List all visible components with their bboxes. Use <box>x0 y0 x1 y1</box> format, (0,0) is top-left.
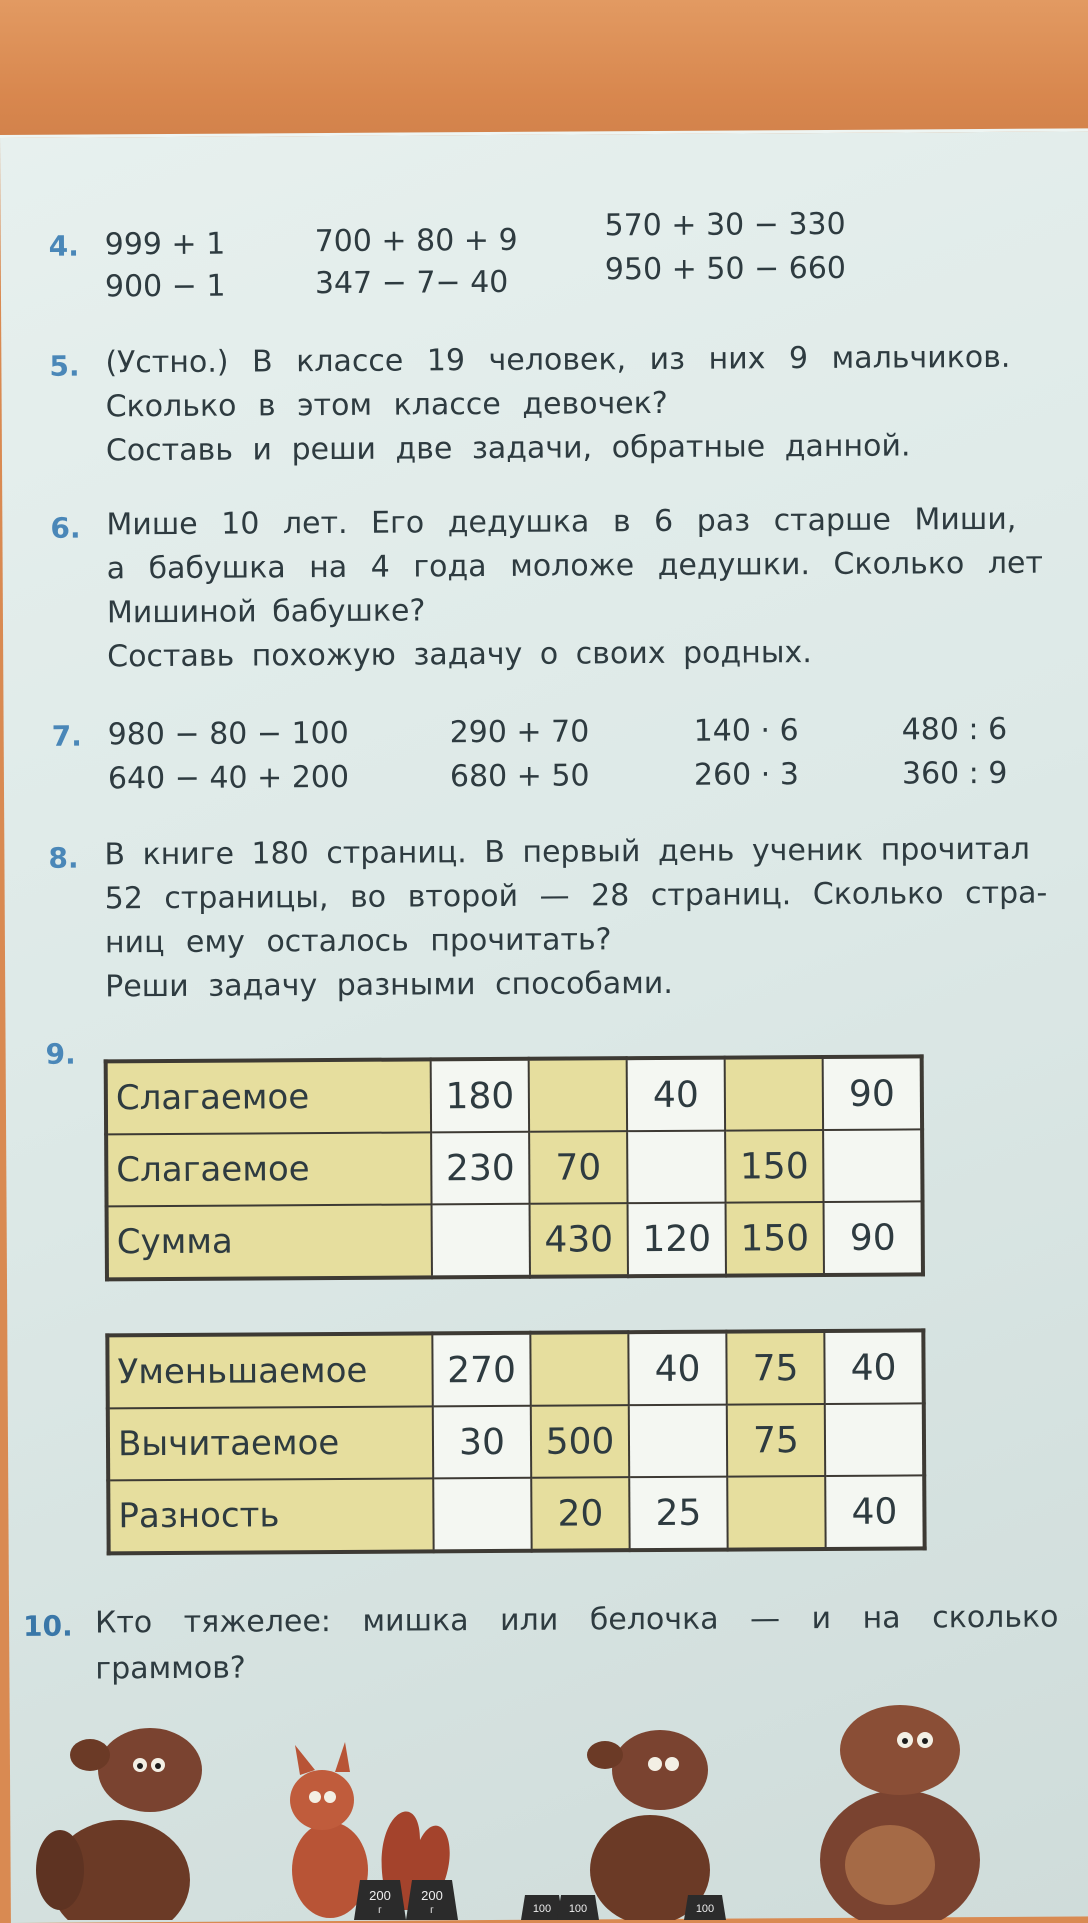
task-text-line: (Устно.) В классе 19 человек, из них 9 мальчиков. <box>105 339 1011 381</box>
weight-icon <box>406 1880 458 1920</box>
task-text-line: граммов? <box>95 1650 246 1687</box>
table-row <box>107 1330 923 1408</box>
table-cell <box>823 1129 922 1202</box>
expression: 640 − 40 + 200 <box>107 759 350 797</box>
expression: 950 + 50 − 660 <box>604 250 847 288</box>
table-cell <box>529 1058 627 1132</box>
table-cell: 90 <box>824 1201 923 1275</box>
task-number: 9. <box>45 1037 76 1071</box>
table-cell <box>433 1478 531 1552</box>
expression: 980 − 80 − 100 <box>107 715 349 753</box>
table-cell <box>627 1131 725 1204</box>
table-row <box>108 1475 924 1553</box>
task-text-line: Мише 10 лет. Его дедушка в 6 раз старше Миши, <box>106 501 1017 543</box>
task-text-line: В книге 180 страниц. В первый день ученик прочитал <box>104 831 1031 873</box>
task-text-line: ниц ему осталось прочитать? <box>104 922 612 961</box>
task-number: 5. <box>49 349 80 383</box>
table-cell: 430 <box>530 1203 628 1277</box>
row-label: Вычитаемое <box>108 1406 433 1480</box>
table-cell <box>629 1405 727 1478</box>
table-cell: 40 <box>825 1475 924 1549</box>
weight-label: 200 <box>369 1888 391 1903</box>
table-cell <box>727 1476 825 1550</box>
table-cell: 90 <box>823 1056 922 1130</box>
weight-label: 200 <box>421 1888 443 1903</box>
weight-label: 100 <box>695 1903 715 1915</box>
task-number: 8. <box>48 841 79 875</box>
task-text-line: Составь и реши две задачи, обратные данной. <box>105 428 911 469</box>
task-number: 10. <box>23 1609 73 1643</box>
row-label: Слагаемое <box>106 1059 431 1134</box>
expression: 700 + 80 + 9 <box>314 222 518 260</box>
bear-icon <box>820 1705 980 1920</box>
task-number: 7. <box>51 719 82 753</box>
task-number: 4. <box>48 229 79 263</box>
task-text-line: а бабушка на 4 года моложе дедушки. Сколько лет <box>106 545 1044 587</box>
weight-icon <box>684 1895 726 1920</box>
table-cell: 120 <box>628 1203 726 1277</box>
table-cell <box>530 1332 628 1406</box>
expression: 140 · 6 <box>693 713 799 749</box>
table-cell <box>432 1204 530 1278</box>
table-cell: 75 <box>727 1404 825 1477</box>
table-cell: 150 <box>726 1202 824 1276</box>
table-row <box>107 1201 923 1279</box>
table-cell: 150 <box>725 1130 823 1203</box>
task-number: 6. <box>50 511 81 545</box>
task-text-line: Реши задачу разными способами. <box>105 965 674 1005</box>
expression: 347 − 7− 40 <box>314 264 509 302</box>
weight-unit: г <box>378 1905 382 1916</box>
table-row <box>106 1056 922 1134</box>
weight-icon <box>557 1895 599 1920</box>
expression: 480 : 6 <box>901 711 1008 748</box>
table-row <box>108 1403 924 1480</box>
task-text-line: Сколько в этом классе девочек? <box>105 385 668 425</box>
expression: 900 − 1 <box>104 268 226 305</box>
row-label: Слагаемое <box>106 1132 431 1206</box>
expression: 570 + 30 − 330 <box>604 206 846 244</box>
table-cell: 75 <box>726 1331 824 1405</box>
task-text-line: Кто тяжелее: мишка или белочка — и на сколько <box>94 1599 1059 1641</box>
textbook-page <box>0 128 1088 1923</box>
expression: 260 · 3 <box>693 757 799 793</box>
row-label: Уменьшаемое <box>107 1333 432 1408</box>
expression: 680 + 50 <box>449 758 590 795</box>
row-label: Разность <box>108 1478 433 1553</box>
subtraction-table <box>105 1328 926 1555</box>
table-cell: 25 <box>629 1477 727 1551</box>
table-cell: 500 <box>531 1405 629 1478</box>
bear-icon <box>36 1728 202 1920</box>
table-cell <box>725 1057 823 1131</box>
table-cell: 30 <box>433 1406 531 1479</box>
table-cell: 40 <box>628 1332 726 1406</box>
row-label: Сумма <box>107 1204 432 1279</box>
task-text-line: Мишиной бабушке? <box>106 593 426 631</box>
bear-icon <box>587 1730 710 1920</box>
table-cell: 70 <box>529 1131 627 1204</box>
expression: 999 + 1 <box>104 226 226 263</box>
expression: 290 + 70 <box>449 714 590 751</box>
table-cell: 40 <box>627 1058 725 1132</box>
table-cell <box>825 1403 924 1476</box>
task-text-line: 52 страницы, во второй — 28 страниц. Сколько стра- <box>104 875 1048 917</box>
weight-unit: г <box>430 1905 434 1916</box>
addition-table <box>104 1054 925 1281</box>
illustration-scales <box>0 1700 1088 1920</box>
table-cell: 270 <box>432 1333 530 1407</box>
weight-icon <box>521 1895 563 1920</box>
weight-label: 100 <box>568 1903 588 1915</box>
expression: 360 : 9 <box>901 755 1008 792</box>
table-cell: 230 <box>431 1132 529 1205</box>
table-row <box>106 1129 922 1206</box>
weight-label: 100 <box>532 1903 552 1915</box>
table-cell: 40 <box>824 1330 923 1404</box>
task-text-line: Составь похожую задачу о своих родных. <box>107 635 812 675</box>
table-cell: 180 <box>431 1059 529 1133</box>
weight-icon <box>354 1880 406 1920</box>
table-cell: 20 <box>531 1477 629 1551</box>
